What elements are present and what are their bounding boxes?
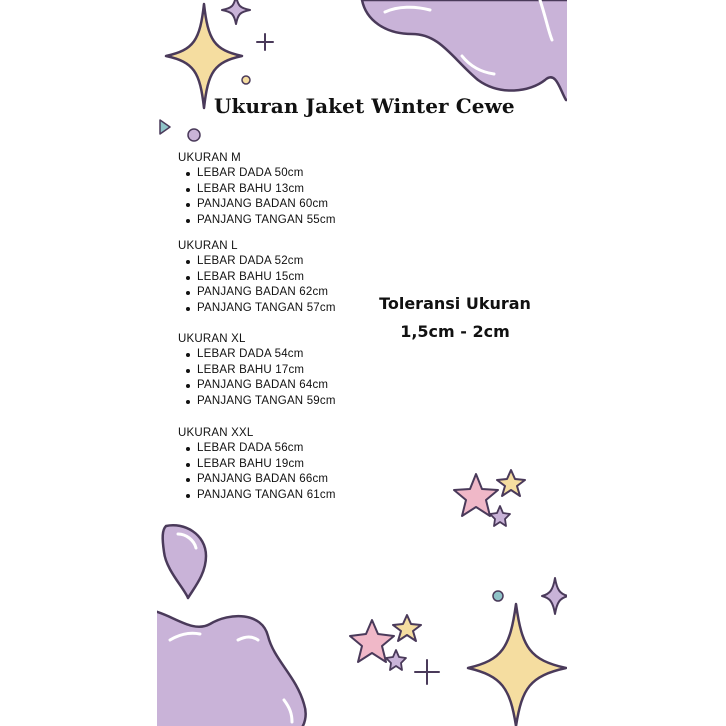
list-item bbox=[178, 378, 336, 394]
bullet-icon bbox=[186, 447, 190, 451]
bullet-icon bbox=[186, 463, 190, 467]
list-item bbox=[178, 488, 336, 504]
measure-text: PANJANG TANGAN 59cm bbox=[197, 394, 336, 407]
list-item bbox=[178, 254, 336, 270]
tolerance-note bbox=[370, 290, 540, 346]
purple-sparkle-bottom bbox=[542, 578, 568, 614]
bullet-icon bbox=[186, 494, 190, 498]
measure-list bbox=[178, 254, 336, 316]
dot-top bbox=[242, 76, 250, 84]
bullet-icon bbox=[186, 369, 190, 373]
teal-dot bbox=[493, 591, 503, 601]
bullet-icon bbox=[186, 384, 190, 388]
star-pink-bottom bbox=[350, 620, 394, 662]
measure-text: LEBAR BAHU 15cm bbox=[197, 270, 305, 283]
star-purple-mid bbox=[490, 506, 510, 526]
list-item bbox=[178, 182, 336, 198]
star-pink-mid bbox=[454, 474, 498, 516]
tolerance-value: 1,5cm - 2cm bbox=[400, 322, 510, 341]
size-group-xl bbox=[178, 332, 336, 409]
measure-text: PANJANG TANGAN 55cm bbox=[197, 213, 336, 226]
bullet-icon bbox=[186, 203, 190, 207]
star-purple-bottom bbox=[386, 650, 406, 670]
gold-sparkle-top bbox=[166, 4, 242, 108]
bullet-icon bbox=[186, 260, 190, 264]
list-item bbox=[178, 197, 336, 213]
measure-text: PANJANG TANGAN 61cm bbox=[197, 488, 336, 501]
bullet-icon bbox=[186, 172, 190, 176]
list-item bbox=[178, 363, 336, 379]
bullet-icon bbox=[186, 291, 190, 295]
star-gold-bottom bbox=[393, 615, 421, 641]
size-title: UKURAN M bbox=[178, 152, 241, 164]
star-gold-mid bbox=[497, 470, 525, 496]
bullet-icon bbox=[186, 353, 190, 357]
measure-text: LEBAR DADA 56cm bbox=[197, 442, 304, 454]
size-title: UKURAN XXL bbox=[178, 427, 254, 439]
measure-list bbox=[178, 347, 336, 409]
bottom-left-blob bbox=[150, 610, 306, 726]
measure-text: LEBAR BAHU 19cm bbox=[197, 457, 305, 470]
list-item bbox=[178, 394, 336, 410]
measure-text: PANJANG BADAN 64cm bbox=[197, 379, 329, 391]
bullet-icon bbox=[186, 188, 190, 192]
measure-text: PANJANG BADAN 60cm bbox=[197, 198, 329, 210]
bullet-icon bbox=[186, 400, 190, 404]
measure-text: LEBAR DADA 52cm bbox=[197, 255, 304, 267]
measure-text: PANJANG BADAN 66cm bbox=[197, 473, 329, 485]
size-group-l bbox=[178, 239, 336, 316]
measure-text: PANJANG BADAN 62cm bbox=[197, 286, 329, 298]
list-item bbox=[178, 270, 336, 286]
list-item bbox=[178, 347, 336, 363]
measure-text: LEBAR DADA 50cm bbox=[197, 167, 304, 179]
list-item bbox=[178, 472, 336, 488]
measure-text: LEBAR BAHU 17cm bbox=[197, 363, 305, 376]
bullet-icon bbox=[186, 478, 190, 482]
measure-text: LEBAR BAHU 13cm bbox=[197, 182, 305, 195]
size-title: UKURAN XL bbox=[178, 333, 246, 345]
measure-list bbox=[178, 166, 336, 228]
measure-text: PANJANG TANGAN 57cm bbox=[197, 301, 336, 314]
list-item bbox=[178, 441, 336, 457]
measure-text: LEBAR DADA 54cm bbox=[197, 348, 304, 360]
teal-triangle bbox=[160, 120, 170, 134]
top-right-blob bbox=[362, 0, 580, 100]
plus-top bbox=[257, 34, 273, 50]
gold-sparkle-bottom bbox=[468, 604, 566, 726]
list-item bbox=[178, 166, 336, 182]
tolerance-label: Toleransi Ukuran bbox=[379, 294, 531, 313]
size-group-m bbox=[178, 151, 336, 228]
list-item bbox=[178, 301, 336, 317]
dot-left bbox=[188, 129, 200, 141]
bullet-icon bbox=[186, 276, 190, 280]
list-item bbox=[178, 213, 336, 229]
size-group-xxl bbox=[178, 426, 336, 503]
bullet-icon bbox=[186, 307, 190, 311]
purple-sparkle-top bbox=[222, 0, 250, 24]
list-item bbox=[178, 285, 336, 301]
measure-list bbox=[178, 441, 336, 503]
bullet-icon bbox=[186, 219, 190, 223]
plus-bottom bbox=[415, 660, 439, 684]
list-item bbox=[178, 457, 336, 473]
page-title: Ukuran Jaket Winter Cewe bbox=[214, 94, 515, 118]
size-title: UKURAN L bbox=[178, 240, 238, 252]
